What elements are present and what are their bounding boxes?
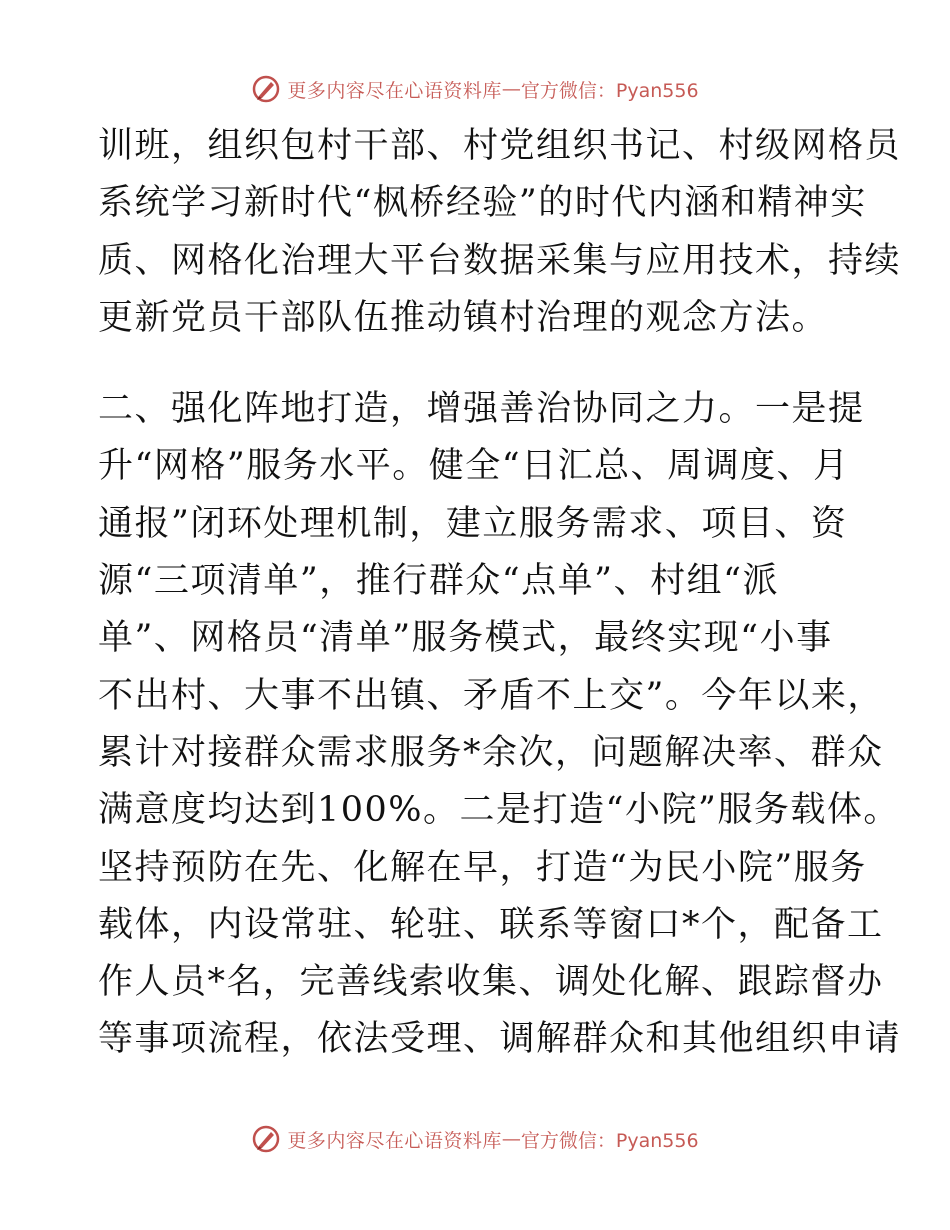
watermark-contact: 官方微信：Pyan556 xyxy=(520,1129,699,1152)
paragraph-1 xyxy=(98,118,902,347)
text-line: 通报”闭环处理机制，建立服务需求、项目、资 xyxy=(98,503,848,544)
watermark-dash: — xyxy=(501,1128,521,1150)
text-line: 升“网格”服务水平。健全“日汇总、周调度、月 xyxy=(98,446,850,487)
text-line: 单”、网格员“清单”服务模式，最终实现“小事 xyxy=(98,618,833,659)
pen-logo-icon xyxy=(251,74,281,104)
paragraph-2 xyxy=(98,381,902,1069)
text-line: 累计对接群众需求服务*余次，问题解决率、群众 xyxy=(98,732,884,773)
footer-watermark xyxy=(0,1122,950,1156)
document-body xyxy=(98,118,902,1069)
text-line: 更新党员干部队伍推动镇村治理的观念方法。 xyxy=(98,297,829,338)
text-line: 系统学习新时代“枫桥经验”的时代内涵和精神实 xyxy=(98,183,867,224)
text-line: 满意度均达到100%。二是打造“小院”服务载体。 xyxy=(98,790,900,831)
header-watermark xyxy=(0,72,950,106)
text-line: 载体，内设常驻、轮驻、联系等窗口*个，配备工 xyxy=(98,904,884,945)
watermark-dash: — xyxy=(501,78,521,100)
pen-logo-icon xyxy=(251,1124,281,1154)
text-line: 不出村、大事不出镇、矛盾不上交”。今年以来， xyxy=(98,675,884,716)
text-line: 质、网格化治理大平台数据采集与应用技术，持续 xyxy=(98,240,902,281)
text-line: 坚持预防在先、化解在早，打造“为民小院”服务 xyxy=(98,847,867,888)
text-line: 等事项流程，依法受理、调解群众和其他组织申请 xyxy=(98,1019,902,1060)
text-line: 作人员*名，完善线索收集、调处化解、跟踪督办 xyxy=(98,962,884,1003)
text-line: 二、强化阵地打造，增强善治协同之力。一是提 xyxy=(98,389,865,430)
text-line: 训班，组织包村干部、村党组织书记、村级网格员 xyxy=(98,126,902,166)
watermark-text: 更多内容尽在心语资料库 xyxy=(287,1129,502,1152)
text-line: 源“三项清单”，推行群众“点单”、村组“派 xyxy=(98,561,779,602)
watermark-text: 更多内容尽在心语资料库 xyxy=(287,79,502,102)
watermark-contact: 官方微信：Pyan556 xyxy=(520,79,699,102)
